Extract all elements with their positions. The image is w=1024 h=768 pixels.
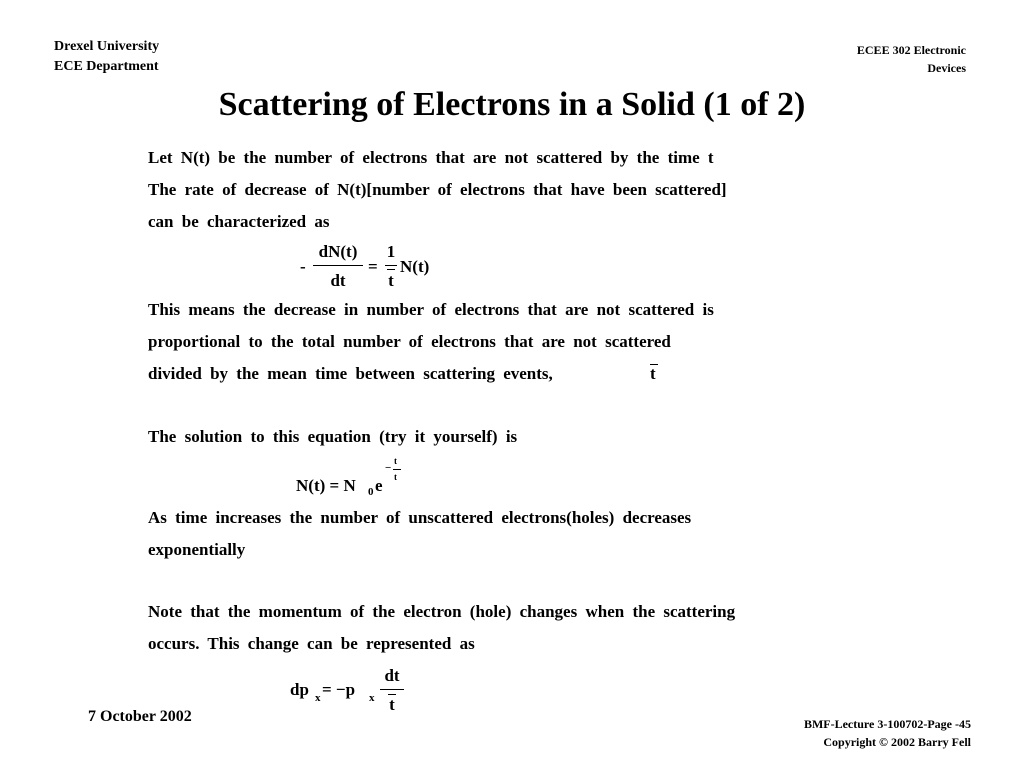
tau-symbol: t	[650, 364, 656, 383]
equation-rate-fraction-bar-2	[385, 265, 397, 266]
equation-solution-lhs: N(t) = N	[296, 476, 356, 495]
slide-title: Scattering of Electrons in a Solid (1 of 2)	[218, 86, 806, 123]
equation-momentum-lhs: dp	[290, 680, 309, 699]
equation-rate-minus: -	[300, 257, 306, 276]
equation-rate-denominator: dt	[330, 271, 346, 290]
equation-rate-numerator-2: 1	[386, 242, 396, 261]
footer-info	[804, 715, 971, 751]
equation-solution-exp-bar	[393, 469, 401, 470]
equation-momentum-subscript-2: x	[369, 692, 375, 704]
paragraph-line-2: The rate of decrease of N(t)[number of electrons that have been scattered]	[148, 180, 727, 199]
paragraph-line-5: proportional to the total number of electrons that are not scattered	[148, 332, 671, 351]
paragraph-line-10: Note that the momentum of the electron (hole) changes when the scattering	[148, 602, 736, 621]
equation-momentum-fraction-bar	[380, 689, 404, 690]
equation-rate-denominator-2: t	[388, 271, 394, 290]
equation-solution-base: e	[375, 476, 383, 495]
header-course-line2: Devices	[927, 61, 966, 75]
equation-solution-exp-sign: −	[385, 462, 392, 474]
equation-momentum-numerator: dt	[384, 666, 400, 685]
header-course-line1: ECEE 302 Electronic	[856, 43, 966, 57]
paragraph-line-6: divided by the mean time between scattering events,	[148, 364, 553, 383]
equation-rate-rhs: N(t)	[400, 257, 430, 276]
header-course	[857, 41, 966, 77]
paragraph-line-8: As time increases the number of unscattered electrons(holes) decreases	[148, 508, 692, 527]
equation-solution-subscript: 0	[368, 486, 374, 498]
equation-momentum-mid: = −p	[322, 680, 356, 699]
equation-rate-tau-bar	[387, 269, 395, 270]
footer-date: 7 October 2002	[88, 708, 192, 725]
footer-copyright: Copyright © 2002 Barry Fell	[823, 735, 971, 749]
footer-page: BMF-Lecture 3-100702-Page -45	[803, 717, 971, 731]
header-department: ECE Department	[54, 59, 159, 74]
equation-rate-numerator: dN(t)	[318, 242, 358, 261]
equation-solution-exp-numerator: t	[394, 456, 397, 466]
paragraph-line-9: exponentially	[148, 540, 246, 559]
equation-solution-exp-denominator: t	[394, 472, 397, 482]
header-organization	[54, 37, 159, 77]
equation-momentum-subscript-1: x	[315, 692, 321, 704]
paragraph-line-3: can be characterized as	[148, 212, 330, 231]
paragraph-line-7: The solution to this equation (try it yourself) is	[148, 427, 518, 446]
paragraph-line-4: This means the decrease in number of electrons that are not scattered is	[148, 300, 714, 319]
paragraph-line-1: Let N(t) be the number of electrons that are not scattered by the time t	[148, 148, 714, 167]
equation-momentum-denominator: t	[389, 695, 395, 714]
equation-rate-equals: =	[368, 257, 378, 276]
paragraph-line-11: occurs. This change can be represented as	[148, 634, 475, 653]
equation-rate-fraction-bar	[313, 265, 363, 266]
header-university: Drexel University	[54, 39, 160, 54]
